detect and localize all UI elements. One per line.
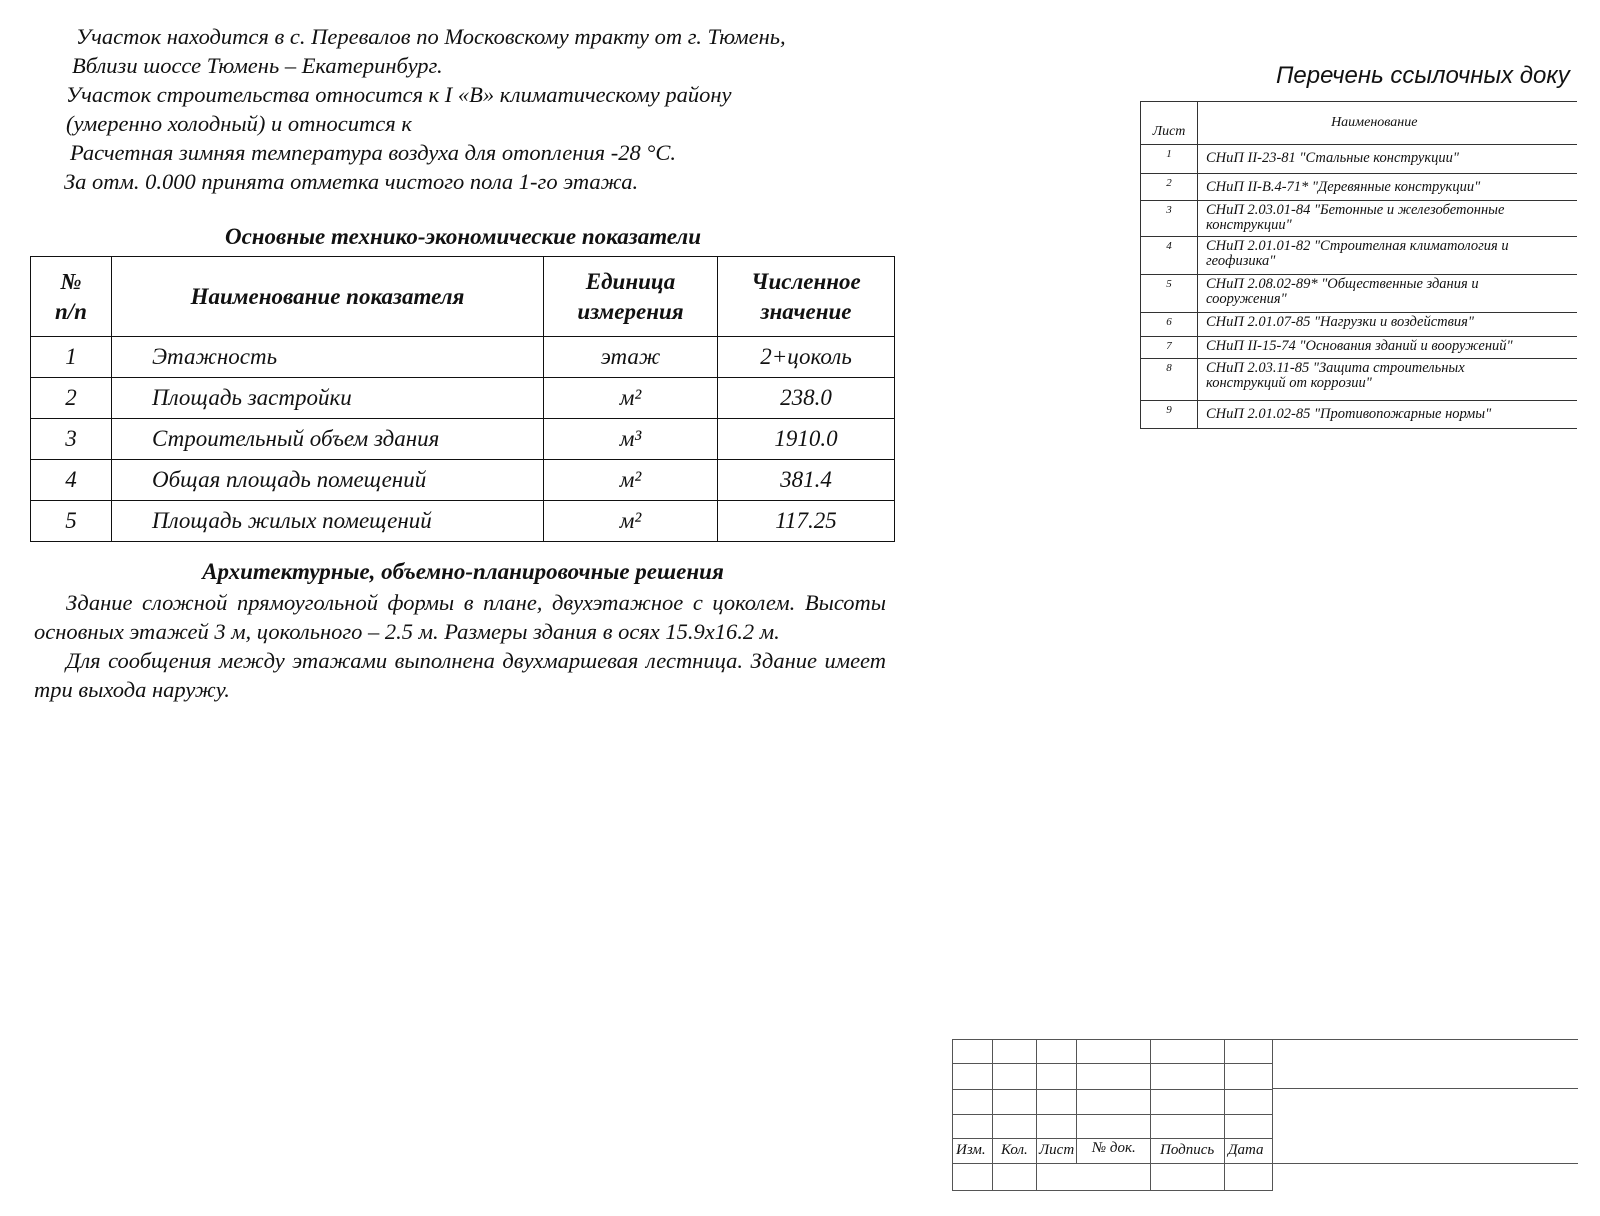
row-name: Общая площадь помещений	[112, 460, 544, 501]
stamp-grid-line	[952, 1089, 1272, 1090]
references-header-row	[1141, 102, 1578, 145]
table-row	[31, 378, 895, 419]
row-number: 3	[31, 419, 112, 460]
row-unit: м²	[544, 460, 718, 501]
reference-row	[1141, 337, 1578, 359]
row-value: 238.0	[718, 378, 895, 419]
table-row	[31, 460, 895, 501]
reference-title: СНиП 2.01.01-82 "Строителная климатология и геофизика"	[1198, 237, 1578, 275]
reference-number: 6	[1141, 313, 1198, 337]
stamp-grid-line	[952, 1138, 1272, 1139]
architecture-paragraph: Для сообщения между этажами выполнена двухмаршевая лестница. Здание имеет три выхода наружу.	[34, 648, 886, 702]
row-unit: м²	[544, 501, 718, 542]
intro-line: (умеренно холодный) и относится к	[66, 111, 412, 136]
row-number: 1	[31, 337, 112, 378]
stamp-grid-line	[952, 1114, 1272, 1115]
stamp-grid-line	[1224, 1039, 1225, 1191]
row-number: 4	[31, 460, 112, 501]
col-header-name: Наименование показателя	[112, 257, 544, 337]
row-value: 381.4	[718, 460, 895, 501]
table-row	[31, 501, 895, 542]
row-number: 2	[31, 378, 112, 419]
references-table	[1140, 101, 1577, 429]
intro-line: За отм. 0.000 принята отметка чистого пола 1-го этажа.	[64, 169, 639, 194]
reference-number: 4	[1141, 237, 1198, 275]
intro-line: Расчетная зимняя температура воздуха для отопления -28 °С.	[70, 140, 676, 165]
stamp-grid-line	[1036, 1039, 1037, 1191]
stamp-label-kol: Кол.	[1001, 1142, 1028, 1158]
table-row	[31, 419, 895, 460]
references-table-container	[1140, 101, 1577, 431]
references-title: Перечень ссылочных доку	[1276, 62, 1570, 89]
row-unit: м³	[544, 419, 718, 460]
stamp-grid-line	[952, 1039, 1578, 1040]
reference-row	[1141, 145, 1578, 174]
stamp-grid-line	[992, 1039, 993, 1191]
intro-line: Участок находится в с. Перевалов по Московскому тракту от г. Тюмень,	[76, 24, 786, 49]
reference-number: 9	[1141, 401, 1198, 429]
col-header-value: Численное значение	[718, 257, 895, 337]
stamp-grid-line	[952, 1190, 1272, 1191]
row-name: Строительный объем здания	[112, 419, 544, 460]
reference-title: СНиП 2.03.01-84 "Бетонные и железобетонные конструкции"	[1198, 201, 1578, 237]
row-unit: м²	[544, 378, 718, 419]
table-row	[31, 337, 895, 378]
col-header-title: Наименование	[1198, 102, 1578, 145]
table-header-row	[31, 257, 895, 337]
stamp-grid-line	[1272, 1039, 1273, 1191]
stamp-label-doc-number: № док.	[1092, 1140, 1136, 1156]
stamp-grid-line	[952, 1063, 1272, 1064]
stamp-grid-line	[1150, 1039, 1151, 1191]
architecture-paragraph: Здание сложной прямоугольной формы в плане, двухэтажное с цоколем. Высоты основных этажей 3 м, цокольного – 2.5 м. Размеры здания в осях 15.9х16.2 м.	[34, 590, 886, 644]
row-value: 1910.0	[718, 419, 895, 460]
col-header-unit: Единица измерения	[544, 257, 718, 337]
indicators-title: Основные технико-экономические показатели	[224, 224, 702, 249]
architecture-title: Архитектурные, объемно-планировочные решения	[202, 559, 724, 584]
reference-title: СНиП 2.08.02-89* "Общественные здания и сооружения"	[1198, 275, 1578, 313]
site-description	[66, 22, 886, 196]
reference-title: СНиП II-23-81 "Стальные конструкции"	[1198, 145, 1578, 174]
indicators-table	[30, 256, 895, 542]
row-name: Площадь жилых помещений	[112, 501, 544, 542]
stamp-grid-line	[1076, 1039, 1077, 1163]
stamp-label-izm: Изм.	[956, 1142, 986, 1158]
stamp-label-signature: Подпись	[1160, 1142, 1215, 1158]
stamp-grid-line	[1272, 1088, 1578, 1089]
reference-row	[1141, 174, 1578, 201]
reference-title: СНиП 2.03.11-85 "Защита строительных конструкций от коррозии"	[1198, 359, 1578, 401]
architecture-text	[34, 588, 886, 704]
reference-row	[1141, 359, 1578, 401]
intro-line: Участок строительства относится к I «В» климатическому району	[66, 82, 732, 107]
title-block-stamp	[952, 1039, 1578, 1191]
reference-title: СНиП II-В.4-71* "Деревянные конструкции"	[1198, 174, 1578, 201]
row-name: Площадь застройки	[112, 378, 544, 419]
reference-row	[1141, 237, 1578, 275]
reference-number: 3	[1141, 201, 1198, 237]
reference-title: СНиП 2.01.02-85 "Противопожарные нормы"	[1198, 401, 1578, 429]
reference-number: 5	[1141, 275, 1198, 313]
col-header-sheet: Лист	[1141, 102, 1198, 145]
stamp-label-date: Дата	[1228, 1142, 1264, 1158]
stamp-label-sheet: Лист	[1039, 1142, 1075, 1158]
intro-line: Вблизи шоссе Тюмень – Екатеринбург.	[72, 53, 443, 78]
col-header-number: № п/п	[31, 257, 112, 337]
row-name: Этажность	[112, 337, 544, 378]
row-number: 5	[31, 501, 112, 542]
reference-number: 1	[1141, 145, 1198, 174]
reference-number: 2	[1141, 174, 1198, 201]
reference-row	[1141, 313, 1578, 337]
reference-title: СНиП II-15-74 "Основания зданий и вооружений"	[1198, 337, 1578, 359]
reference-row	[1141, 275, 1578, 313]
reference-number: 8	[1141, 359, 1198, 401]
row-value: 2+цоколь	[718, 337, 895, 378]
row-unit: этаж	[544, 337, 718, 378]
reference-title: СНиП 2.01.07-85 "Нагрузки и воздействия"	[1198, 313, 1578, 337]
stamp-grid-line	[952, 1163, 1578, 1164]
reference-row	[1141, 201, 1578, 237]
reference-row	[1141, 401, 1578, 429]
row-value: 117.25	[718, 501, 895, 542]
stamp-grid-line	[952, 1039, 953, 1191]
reference-number: 7	[1141, 337, 1198, 359]
